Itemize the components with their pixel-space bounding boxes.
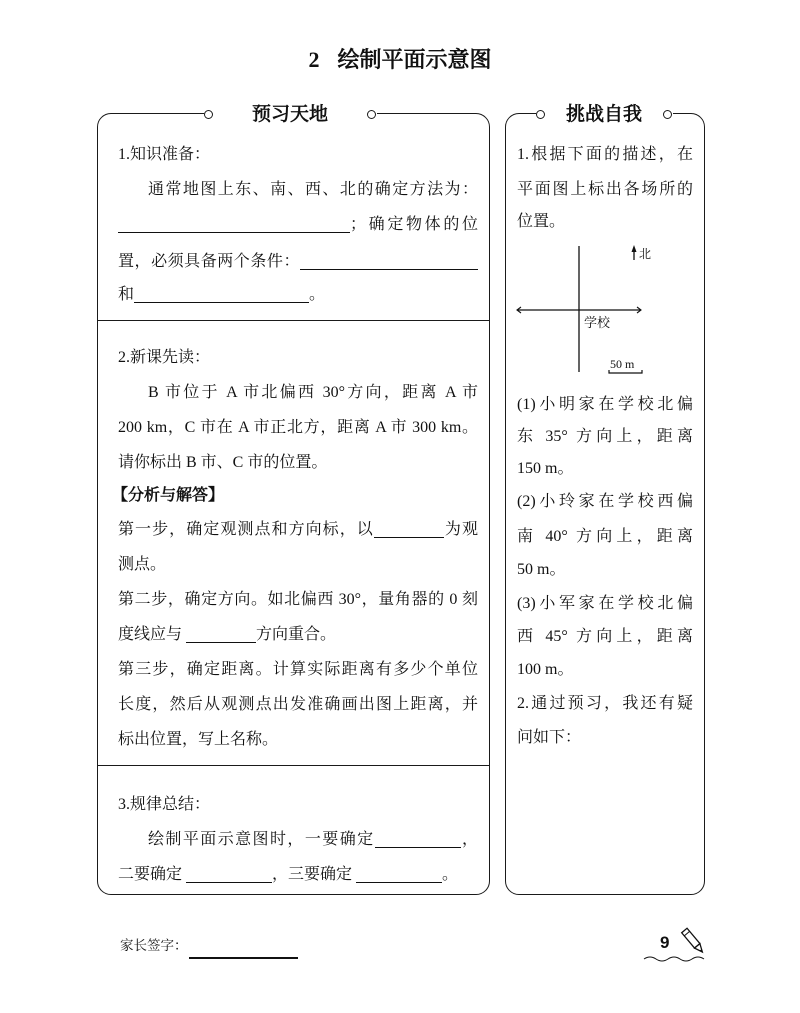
analysis-heading: 【分析与解答】 [112,487,225,504]
challenge-q1-line-3: 位置。 [517,213,566,230]
challenge-item-3-line-1: (3)小军家在学校北偏 [517,595,693,612]
blank-first-determine [375,832,461,848]
challenge-q2-line-1: 2.通过预习，我还有疑 [517,695,693,712]
summary-heading: 3.规律总结： [118,796,211,813]
knowledge-heading: 1.知识准备： [118,146,211,163]
north-arrow-icon [632,245,637,260]
knowledge-line-3-text: 置，必须具备两个条件： [118,253,300,270]
blank-condition-1 [300,254,478,270]
map-north-label: 北 [639,247,652,261]
map-scale-label: 50 m [610,357,635,371]
step-1-line-1 [118,518,478,542]
challenge-item-3-line-2: 西 45° 方向上，距离 [517,628,693,645]
summary-line-1-end: ， [460,831,478,848]
summary-line-1 [148,828,478,852]
challenge-item-2-line-1: (2)小玲家在学校西偏 [517,493,693,510]
knowledge-line-4-text: 和 [118,286,135,303]
knowledge-line-2-text: ；确定物体的位 [350,216,478,233]
challenge-q1-line-2: 平面图上标出各场所的 [517,181,693,198]
challenge-q2-line-2: 问如下： [517,729,582,746]
blank-direction [186,627,256,643]
knowledge-line-2 [118,213,478,237]
challenge-item-2-line-2: 南 40° 方向上，距离 [517,528,693,545]
page-number: 9 [660,933,670,952]
ring-ornament-icon [536,110,545,119]
map-origin-label: 学校 [584,315,611,330]
step-1-text-end: 为观 [443,521,478,538]
lesson-title: 绘制平面示意图 [337,48,492,73]
pencil-icon [682,928,705,954]
step-1-line-2: 测点。 [118,556,167,573]
challenge-panel-header [536,102,673,126]
ring-ornament-icon [367,110,376,119]
step-3-line-2: 长度，然后从观测点出发准确画出图上距离，并 [118,696,478,713]
ring-ornament-icon [204,110,213,119]
preview-panel-title: 预习天地 [251,103,328,125]
knowledge-line-4-end: 。 [309,286,326,303]
step-2-line-2 [118,623,336,647]
step-3-line-1: 第三步，确定距离。计算实际距离有多少个单位 [118,661,478,678]
blank-second-determine [186,867,272,883]
section-divider [97,765,490,766]
challenge-item-1-line-1: (1)小明家在学校北偏 [517,396,693,413]
footer-wave-line [644,957,704,961]
challenge-item-2-line-3: 50 m。 [517,561,566,578]
blank-observation-point [374,522,444,538]
challenge-item-1-line-3: 150 m。 [517,460,574,477]
preview-panel-header [204,102,377,126]
challenge-item-1-line-2: 东 35° 方向上，距离 [517,428,693,445]
knowledge-line-3 [118,250,478,274]
ring-ornament-icon [663,110,672,119]
summary-line-2 [118,863,458,887]
step-2-text: 度线应与 [118,626,183,643]
reading-line-1: B 市位于 A 市北偏西 30°方向，距离 A 市 [148,384,478,401]
challenge-item-3-line-3: 100 m。 [517,661,574,678]
summary-line-2-text: 二要确定 [118,866,183,883]
summary-line-1-text: 绘制平面示意图时，一要确定 [148,831,375,848]
challenge-panel-title: 挑战自我 [565,103,642,125]
footer-decoration [640,922,712,966]
knowledge-line-4 [118,283,325,307]
reading-line-3: 请你标出 B 市、C 市的位置。 [118,454,328,471]
parent-signature-label: 家长签字： [120,938,188,953]
step-2-line-1: 第二步，确定方向。如北偏西 30°，量角器的 0 刻 [118,591,478,608]
summary-line-2-end: 。 [442,866,459,883]
blank-third-determine [356,867,442,883]
knowledge-line-1: 通常地图上东、南、西、北的确定方法为： [148,181,478,198]
parent-signature-line [189,957,298,959]
section-divider [97,320,490,321]
page-title [0,45,800,76]
reading-line-2: 200 km，C 市在 A 市正北方，距离 A 市 300 km。 [118,419,478,436]
step-3-line-3: 标出位置，写上名称。 [118,731,279,748]
challenge-q1-line-1: 1.根据下面的描述，在 [517,146,693,163]
blank-condition-2 [134,287,309,303]
summary-line-2-mid: ，三要确定 [272,866,353,883]
lesson-number: 2 [308,47,320,72]
step-1-text: 第一步，确定观测点和方向标，以 [118,521,374,538]
direction-map [505,240,705,385]
reading-heading: 2.新课先读： [118,349,211,366]
blank-direction-rule [118,217,350,233]
step-2-text-end: 方向重合。 [256,626,337,643]
